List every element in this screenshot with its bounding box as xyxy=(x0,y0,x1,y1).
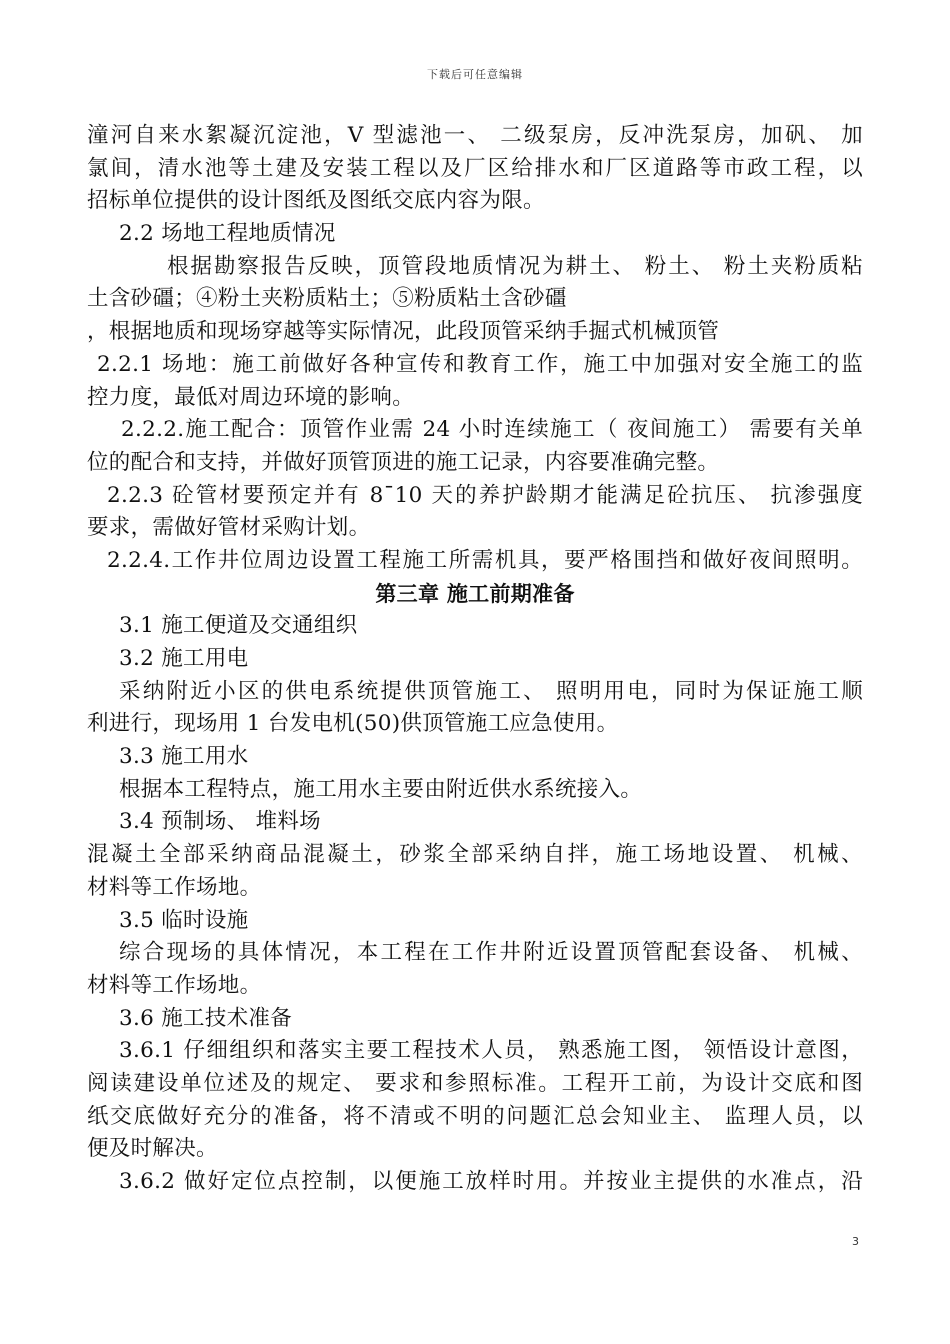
text-line: 采纳附近小区的供电系统提供顶管施工、 照明用电，同时为保证施工顺 xyxy=(119,678,863,704)
text-line: 阅读建设单位述及的规定、 要求和参照标准。工程开工前，为设计交底和图 xyxy=(87,1070,863,1096)
text-line: 3.5 临时设施 xyxy=(119,907,249,933)
text-line: 2.2.2.施工配合：顶管作业需 24 小时连续施工（ 夜间施工） 需要有关单 xyxy=(121,417,863,443)
text-line: 利进行，现场用 1 台发电机(50)供顶管施工应急使用。 xyxy=(87,711,619,737)
text-line: ，根据地质和现场穿越等实际情况，此段顶管采纳手掘式机械顶管 xyxy=(87,319,720,345)
text-line: 潼河自来水絮凝沉淀池，V 型滤池一、 二级泵房，反冲洗泵房，加矾、 加 xyxy=(87,123,863,148)
text-line: 土含砂礓；④粉土夹粉质粘土；⑤粉质粘土含砂礓 xyxy=(87,286,567,312)
text-line: 纸交底做好充分的准备，将不清或不明的问题汇总会知业主、 监理人员，以 xyxy=(87,1103,863,1129)
document-body xyxy=(87,120,863,1199)
page-number: 3 xyxy=(852,1235,859,1248)
chapter-heading: 第三章 施工前期准备 xyxy=(375,581,575,606)
text-line: 3.6 施工技术准备 xyxy=(119,1005,293,1031)
text-line: 根据本工程特点，施工用水主要由附近供水系统接入。 xyxy=(119,776,643,802)
text-line: 氯间，清水池等土建及安装工程以及厂区给排水和厂区道路等市政工程，以 xyxy=(87,155,863,181)
text-line: 3.2 施工用电 xyxy=(119,646,249,671)
page-header: 下载后可任意编辑 xyxy=(427,68,523,81)
text-line: 2.2.1 场地：施工前做好各种宣传和教育工作，施工中加强对安全施工的监 xyxy=(97,351,863,377)
text-line: 3.1 施工便道及交通组织 xyxy=(119,613,358,639)
text-line: 便及时解决。 xyxy=(87,1136,218,1162)
text-line: 材料等工作场地。 xyxy=(87,972,262,998)
text-line: 3.6.2 做好定位点控制，以便施工放样时用。并按业主提供的水准点，沿 xyxy=(119,1169,863,1194)
text-line: 控力度，最低对周边环境的影响。 xyxy=(87,384,415,410)
text-line: 混凝土全部采纳商品混凝土，砂浆全部采纳自拌，施工场地设置、 机械、 xyxy=(87,842,863,868)
text-line: 要求，需做好管材采购计划。 xyxy=(87,515,371,541)
text-line: 2.2.4.工作井位周边设置工程施工所需机具，要严格围挡和做好夜间照明。 xyxy=(107,547,863,573)
text-line: 综合现场的具体情况，本工程在工作井附近设置顶管配套设备、 机械、 xyxy=(119,940,863,966)
text-line: 位的配合和支持，并做好顶管顶进的施工记录，内容要准确完整。 xyxy=(87,449,720,475)
text-line: 3.3 施工用水 xyxy=(119,744,249,770)
text-line: 材料等工作场地。 xyxy=(87,874,262,900)
text-line: 2.2.3 砼管材要预定并有 8¯10 天的养护龄期才能满足砼抗压、 抗渗强度 xyxy=(107,482,863,508)
text-line: 招标单位提供的设计图纸及图纸交底内容为限。 xyxy=(87,188,545,214)
text-line: 3.4 预制场、 堆料场 xyxy=(119,809,321,835)
text-line: 2.2 场地工程地质情况 xyxy=(119,221,336,247)
text-line: 根据勘察报告反映，顶管段地质情况为耕土、 粉土、 粉土夹粉质粘 xyxy=(167,253,863,279)
text-line: 3.6.1 仔细组织和落实主要工程技术人员， 熟悉施工图， 领悟设计意图， xyxy=(119,1038,863,1064)
